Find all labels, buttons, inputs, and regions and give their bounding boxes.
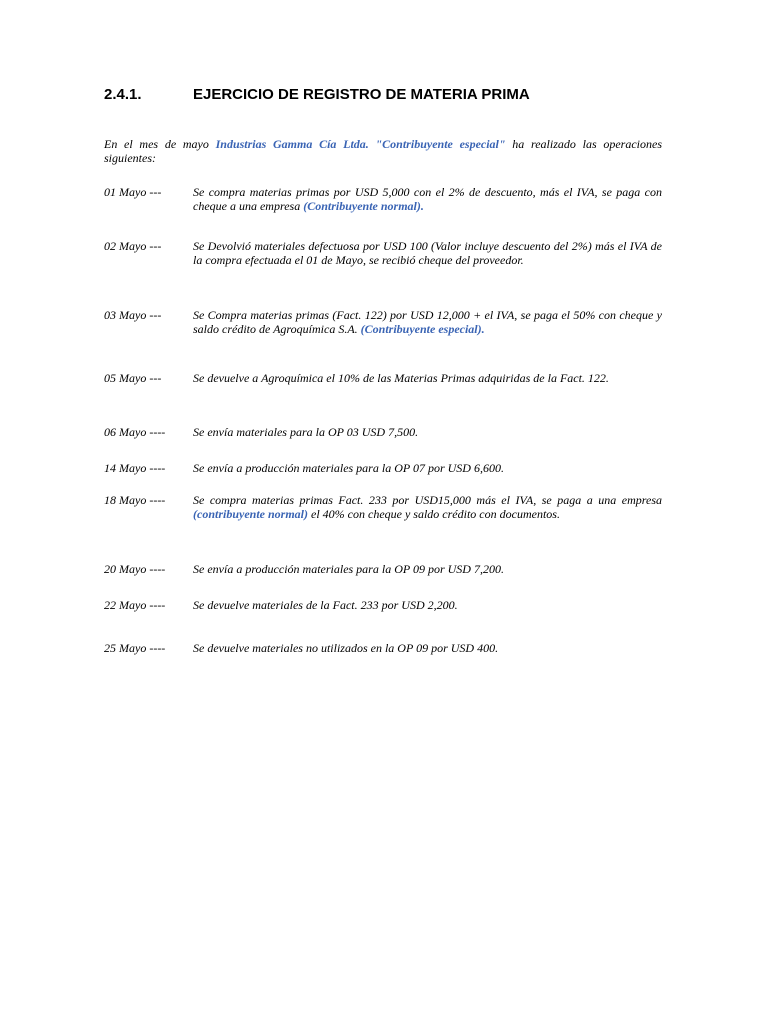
entry-description [193,461,662,475]
entry-text: Se devuelve materiales no utilizados en la OP 09 por USD 400. [193,641,499,655]
entry-date: 20 Mayo ---- [104,562,166,576]
transaction-entry [104,461,662,475]
entry-date: 03 Mayo --- [104,308,162,322]
entry-description [193,493,662,521]
entry-text: Se devuelve a Agroquímica el 10% de las Materias Primas adquiridas de la Fact. 122. [193,371,609,385]
entry-date: 06 Mayo ---- [104,425,166,439]
transaction-entry [104,371,662,385]
entry-date: 02 Mayo --- [104,239,162,253]
entry-description [193,641,662,655]
entry-description [193,185,662,213]
entry-text: Se envía a producción materiales para la OP 07 por USD 6,600. [193,461,504,475]
entry-description [193,371,662,385]
entry-text: Se Compra materias primas (Fact. 122) por USD 12,000 + el IVA, se paga el 50% con cheque y saldo crédito de Agroquímica S.A. [193,308,662,336]
intro-text-before: En el mes de mayo [104,137,216,151]
intro-paragraph [104,137,662,165]
entry-text: Se devuelve materiales de la Fact. 233 por USD 2,200. [193,598,458,612]
entry-highlight: (Contribuyente normal). [303,199,424,213]
section-heading [104,86,664,103]
entry-highlight: (Contribuyente especial). [360,322,485,336]
transaction-entry [104,598,662,612]
entry-date: 22 Mayo ---- [104,598,166,612]
entry-date: 14 Mayo ---- [104,461,166,475]
company-name: Industrias Gamma Cía Ltda. "Contribuyente especial" [215,137,506,151]
entry-description [193,425,662,439]
transaction-entry [104,641,662,655]
entry-description [193,239,662,267]
transaction-entry [104,425,662,439]
entry-description [193,308,662,336]
entry-text-after: el 40% con cheque y saldo crédito con documentos. [308,507,560,521]
entry-text: Se compra materias primas Fact. 233 por USD15,000 más el IVA, se paga a una empresa [193,493,662,507]
transaction-entry [104,239,662,267]
transaction-entry [104,185,662,213]
entry-text: Se envía a producción materiales para la OP 09 por USD 7,200. [193,562,504,576]
entry-description [193,598,662,612]
entry-date: 25 Mayo ---- [104,641,166,655]
entry-text: Se compra materias primas por USD 5,000 con el 2% de descuento, más el IVA, se paga con cheque a una empresa [193,185,662,213]
transaction-entry [104,308,662,336]
section-title: EJERCICIO DE REGISTRO DE MATERIA PRIMA [193,86,530,103]
intro-text-after: ha realizado las operaciones siguientes: [104,137,662,165]
entry-date: 01 Mayo --- [104,185,162,199]
entry-date: 05 Mayo --- [104,371,162,385]
entry-date: 18 Mayo ---- [104,493,166,507]
entry-description [193,562,662,576]
transaction-entry [104,562,662,576]
section-number: 2.4.1. [104,86,142,103]
entry-text: Se Devolvió materiales defectuosa por USD 100 (Valor incluye descuento del 2%) más el IVA de la compra efectuada el 01 de Mayo, se recibió cheque del proveedor. [193,239,662,267]
transaction-entry [104,493,662,521]
entry-text: Se envía materiales para la OP 03 USD 7,500. [193,425,419,439]
entry-highlight: (contribuyente normal) [193,507,309,521]
